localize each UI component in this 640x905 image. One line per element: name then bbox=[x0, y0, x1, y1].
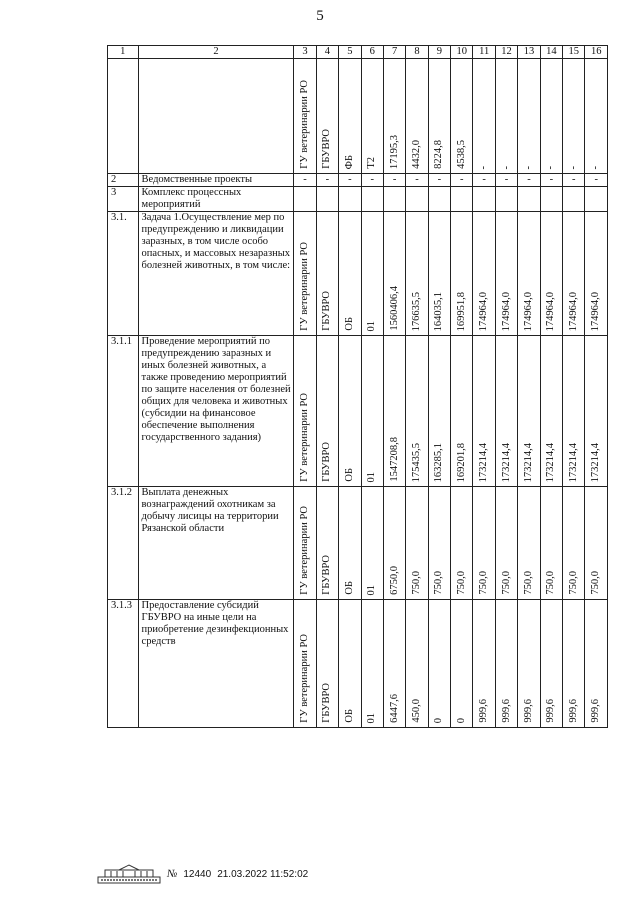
amount-value: - bbox=[522, 165, 534, 169]
dash-cell bbox=[361, 187, 383, 212]
amount-cell bbox=[451, 600, 473, 728]
row-title bbox=[138, 59, 294, 174]
table-row bbox=[108, 487, 608, 600]
responsible-agency: ГУ ветеринарии РО bbox=[299, 393, 311, 482]
amount-cell bbox=[428, 336, 450, 487]
amount-value: 174964,0 bbox=[500, 291, 512, 331]
responsible-agency-wrap bbox=[299, 80, 311, 169]
dash-cell: - bbox=[518, 174, 540, 187]
amount-value: 174964,0 bbox=[522, 291, 534, 331]
dash-cell bbox=[451, 187, 473, 212]
amount-cell bbox=[406, 600, 428, 728]
amount-value: 174964,0 bbox=[545, 291, 557, 331]
amount-cell bbox=[406, 59, 428, 174]
amount-value: 163285,1 bbox=[433, 442, 445, 482]
amount-cell bbox=[540, 59, 562, 174]
row-number: 2 bbox=[108, 174, 139, 187]
budget-code: 01 bbox=[366, 320, 378, 331]
dash-cell bbox=[383, 187, 405, 212]
amount-cell bbox=[563, 487, 585, 600]
amount-cell bbox=[540, 487, 562, 600]
amount-wrap bbox=[389, 135, 401, 169]
amount-value: 750,0 bbox=[567, 571, 579, 595]
amount-value: 4432,0 bbox=[410, 140, 422, 169]
amount-value: 750,0 bbox=[590, 571, 602, 595]
amount-cell bbox=[495, 487, 517, 600]
amount-wrap bbox=[523, 292, 535, 331]
amount-wrap bbox=[523, 699, 535, 723]
amount-value: 6447,6 bbox=[388, 694, 400, 723]
column-number: 11 bbox=[473, 46, 495, 59]
column-number: 5 bbox=[339, 46, 361, 59]
amount-wrap bbox=[433, 571, 445, 595]
amount-value: 999,6 bbox=[590, 699, 602, 723]
funding-source: ОБ bbox=[343, 317, 355, 331]
amount-wrap bbox=[478, 699, 490, 723]
responsible-agency-wrap bbox=[299, 634, 311, 723]
responsible-agency-wrap bbox=[299, 393, 311, 482]
amount-wrap bbox=[433, 292, 445, 331]
amount-cell bbox=[383, 336, 405, 487]
amount-cell bbox=[518, 336, 540, 487]
row-title: Выплата денежных вознаграждений охотникам за добычу лисицы на территории Рязанской области bbox=[138, 487, 294, 600]
amount-cell bbox=[406, 212, 428, 336]
amount-wrap bbox=[501, 443, 513, 482]
amount-value: 173214,4 bbox=[500, 442, 512, 482]
executor-cell bbox=[316, 59, 338, 174]
program-table bbox=[107, 45, 608, 728]
executor-wrap bbox=[321, 129, 333, 169]
amount-value: 750,0 bbox=[433, 571, 445, 595]
dash-cell: - bbox=[540, 174, 562, 187]
budget-code-cell bbox=[361, 59, 383, 174]
amount-wrap bbox=[568, 292, 580, 331]
dash-cell: - bbox=[495, 174, 517, 187]
amount-wrap bbox=[590, 292, 602, 331]
amount-value: 999,6 bbox=[567, 699, 579, 723]
funding-source-wrap bbox=[344, 155, 356, 169]
amount-wrap bbox=[501, 699, 513, 723]
amount-cell bbox=[451, 336, 473, 487]
budget-code: 01 bbox=[366, 471, 378, 482]
amount-wrap bbox=[545, 443, 557, 482]
column-number: 4 bbox=[316, 46, 338, 59]
amount-cell bbox=[451, 487, 473, 600]
table-row bbox=[108, 187, 608, 212]
amount-wrap bbox=[433, 718, 445, 723]
amount-wrap bbox=[501, 292, 513, 331]
amount-wrap bbox=[433, 443, 445, 482]
amount-wrap bbox=[590, 443, 602, 482]
funding-source: ФБ bbox=[343, 154, 355, 169]
responsible-agency: ГУ ветеринарии РО bbox=[299, 506, 311, 595]
column-number: 9 bbox=[428, 46, 450, 59]
row-title: Проведение мероприятий по предупреждению заразных и иных болезней животных, а также проведению мероприятий по защите населения от болезней общих для человека и животных (субсидии на финансовое обеспечение выполнения государственного задания) bbox=[138, 336, 294, 487]
amount-wrap bbox=[389, 566, 401, 595]
amount-cell bbox=[518, 487, 540, 600]
amount-value: 750,0 bbox=[478, 571, 490, 595]
dash-cell bbox=[585, 187, 608, 212]
amount-value: 750,0 bbox=[522, 571, 534, 595]
amount-value: 750,0 bbox=[410, 571, 422, 595]
amount-value: 173214,4 bbox=[590, 442, 602, 482]
amount-cell bbox=[518, 600, 540, 728]
funding-source: ОБ bbox=[343, 468, 355, 482]
executor-wrap bbox=[321, 683, 333, 723]
executor: ГБУВРО bbox=[321, 129, 333, 169]
executor-cell bbox=[316, 212, 338, 336]
amount-wrap bbox=[523, 571, 535, 595]
row-number: 3.1.1 bbox=[108, 336, 139, 487]
amount-value: 169201,8 bbox=[455, 442, 467, 482]
amount-wrap bbox=[389, 694, 401, 723]
budget-code: 01 bbox=[366, 712, 378, 723]
dash-cell: - bbox=[563, 174, 585, 187]
executor-cell bbox=[316, 336, 338, 487]
dash-cell bbox=[473, 187, 495, 212]
amount-value: 750,0 bbox=[455, 571, 467, 595]
amount-value: 174964,0 bbox=[567, 291, 579, 331]
amount-wrap bbox=[478, 292, 490, 331]
amount-wrap bbox=[478, 443, 490, 482]
amount-wrap bbox=[590, 571, 602, 595]
dash-cell bbox=[563, 187, 585, 212]
amount-value: 1547208,8 bbox=[388, 437, 400, 482]
amount-wrap bbox=[523, 443, 535, 482]
seal-logo bbox=[97, 863, 161, 885]
dash-cell bbox=[294, 187, 316, 212]
amount-wrap bbox=[501, 571, 513, 595]
amount-value: 6750,0 bbox=[388, 566, 400, 595]
row-title: Задача 1.Осуществление мер по предупреждению и ликвидации заразных, в том числе особо опасных, и массовых незаразных болезней животных, в том числе: bbox=[138, 212, 294, 336]
amount-cell bbox=[495, 600, 517, 728]
budget-code-wrap bbox=[366, 585, 378, 596]
amount-wrap bbox=[545, 571, 557, 595]
column-number: 15 bbox=[563, 46, 585, 59]
budget-code-cell bbox=[361, 487, 383, 600]
amount-value: 450,0 bbox=[410, 699, 422, 723]
column-number: 7 bbox=[383, 46, 405, 59]
responsible-agency-cell bbox=[294, 487, 316, 600]
amount-value: - bbox=[567, 165, 579, 169]
executor: ГБУВРО bbox=[321, 555, 333, 595]
table-row bbox=[108, 174, 608, 187]
dash-cell bbox=[428, 187, 450, 212]
amount-value: 999,6 bbox=[478, 699, 490, 723]
responsible-agency: ГУ ветеринарии РО bbox=[299, 242, 311, 331]
amount-wrap bbox=[545, 292, 557, 331]
funding-source-cell bbox=[339, 336, 361, 487]
dash-cell: - bbox=[451, 174, 473, 187]
amount-wrap bbox=[568, 443, 580, 482]
table-row bbox=[108, 212, 608, 336]
amount-cell bbox=[406, 487, 428, 600]
row-number: 3.1. bbox=[108, 212, 139, 336]
dash-cell: - bbox=[361, 174, 383, 187]
funding-source: ОБ bbox=[343, 581, 355, 595]
amount-wrap bbox=[523, 166, 535, 170]
amount-wrap bbox=[411, 292, 423, 331]
row-number bbox=[108, 59, 139, 174]
registration-datetime: 21.03.2022 11:52:02 bbox=[217, 868, 309, 880]
amount-cell bbox=[540, 336, 562, 487]
amount-cell bbox=[518, 212, 540, 336]
page-number: 5 bbox=[316, 8, 324, 24]
dash-cell bbox=[316, 187, 338, 212]
amount-cell bbox=[383, 59, 405, 174]
executor: ГБУВРО bbox=[321, 683, 333, 723]
registration-mark: № bbox=[167, 868, 178, 880]
amount-value: 1560406,4 bbox=[388, 286, 400, 331]
dash-cell: - bbox=[428, 174, 450, 187]
amount-wrap bbox=[411, 443, 423, 482]
dash-cell: - bbox=[473, 174, 495, 187]
dash-cell bbox=[495, 187, 517, 212]
column-number-row bbox=[108, 46, 608, 59]
amount-value: 173214,4 bbox=[545, 442, 557, 482]
column-number: 10 bbox=[451, 46, 473, 59]
executor: ГБУВРО bbox=[321, 291, 333, 331]
amount-value: 173214,4 bbox=[522, 442, 534, 482]
funding-source-wrap bbox=[344, 468, 356, 482]
amount-value: 750,0 bbox=[500, 571, 512, 595]
amount-value: 8224,8 bbox=[433, 140, 445, 169]
amount-cell bbox=[563, 59, 585, 174]
row-title: Ведомственные проекты bbox=[138, 174, 294, 187]
column-number: 3 bbox=[294, 46, 316, 59]
amount-value: - bbox=[590, 165, 602, 169]
amount-value: 173214,4 bbox=[567, 442, 579, 482]
amount-value: 176635,5 bbox=[410, 291, 422, 331]
executor-wrap bbox=[321, 555, 333, 595]
amount-cell bbox=[473, 59, 495, 174]
amount-wrap bbox=[590, 166, 602, 170]
budget-code-cell bbox=[361, 336, 383, 487]
amount-cell bbox=[451, 59, 473, 174]
amount-value: 173214,4 bbox=[478, 442, 490, 482]
amount-cell bbox=[473, 487, 495, 600]
dash-cell bbox=[339, 187, 361, 212]
funding-source-cell bbox=[339, 59, 361, 174]
amount-cell bbox=[406, 336, 428, 487]
amount-value: - bbox=[478, 165, 490, 169]
amount-value: 174964,0 bbox=[478, 291, 490, 331]
budget-code-wrap bbox=[366, 157, 378, 169]
executor-cell bbox=[316, 600, 338, 728]
amount-wrap bbox=[411, 140, 423, 169]
row-title: Комплекс процессных мероприятий bbox=[138, 187, 294, 212]
column-number: 6 bbox=[361, 46, 383, 59]
column-number: 13 bbox=[518, 46, 540, 59]
funding-source-wrap bbox=[344, 581, 356, 595]
amount-wrap bbox=[456, 571, 468, 595]
document-number: 12440 bbox=[183, 868, 212, 880]
dash-cell bbox=[540, 187, 562, 212]
budget-code: 01 bbox=[366, 584, 378, 595]
amount-cell bbox=[383, 600, 405, 728]
amount-wrap bbox=[478, 166, 490, 170]
dash-cell: - bbox=[383, 174, 405, 187]
amount-wrap bbox=[501, 166, 513, 170]
budget-code-cell bbox=[361, 600, 383, 728]
table-row bbox=[108, 336, 608, 487]
amount-cell bbox=[383, 212, 405, 336]
funding-source-cell bbox=[339, 212, 361, 336]
amount-value: 0 bbox=[455, 717, 467, 723]
amount-cell bbox=[563, 600, 585, 728]
amount-cell bbox=[563, 336, 585, 487]
amount-value: 169951,8 bbox=[455, 291, 467, 331]
responsible-agency-cell bbox=[294, 600, 316, 728]
amount-wrap bbox=[456, 292, 468, 331]
funding-source-cell bbox=[339, 600, 361, 728]
amount-wrap bbox=[456, 443, 468, 482]
column-number: 14 bbox=[540, 46, 562, 59]
amount-wrap bbox=[568, 699, 580, 723]
amount-wrap bbox=[456, 718, 468, 723]
amount-wrap bbox=[478, 571, 490, 595]
executor-cell bbox=[316, 487, 338, 600]
amount-value: 999,6 bbox=[500, 699, 512, 723]
amount-wrap bbox=[433, 140, 445, 169]
row-title: Предоставление субсидий ГБУВРО на иные цели на приобретение дезинфекционных средств bbox=[138, 600, 294, 728]
responsible-agency-cell bbox=[294, 336, 316, 487]
amount-wrap bbox=[389, 286, 401, 331]
amount-value: 17195,3 bbox=[388, 134, 400, 169]
dash-cell: - bbox=[585, 174, 608, 187]
registration-footer bbox=[97, 862, 308, 886]
amount-cell bbox=[428, 212, 450, 336]
table-row bbox=[108, 59, 608, 174]
dash-cell: - bbox=[406, 174, 428, 187]
column-number: 16 bbox=[585, 46, 608, 59]
amount-wrap bbox=[389, 437, 401, 482]
column-number: 8 bbox=[406, 46, 428, 59]
row-number: 3 bbox=[108, 187, 139, 212]
amount-cell bbox=[518, 59, 540, 174]
amount-cell bbox=[540, 212, 562, 336]
amount-cell bbox=[585, 487, 608, 600]
amount-wrap bbox=[545, 699, 557, 723]
amount-value: - bbox=[545, 165, 557, 169]
amount-value: 4538,5 bbox=[455, 140, 467, 169]
funding-source-wrap bbox=[344, 317, 356, 331]
amount-value: 164035,1 bbox=[433, 291, 445, 331]
funding-source-wrap bbox=[344, 709, 356, 723]
amount-cell bbox=[585, 59, 608, 174]
amount-cell bbox=[540, 600, 562, 728]
amount-value: - bbox=[500, 165, 512, 169]
executor: ГБУВРО bbox=[321, 442, 333, 482]
amount-wrap bbox=[456, 140, 468, 169]
responsible-agency: ГУ ветеринарии РО bbox=[299, 634, 311, 723]
amount-cell bbox=[563, 212, 585, 336]
budget-code: Т2 bbox=[366, 157, 378, 169]
responsible-agency-wrap bbox=[299, 242, 311, 331]
amount-cell bbox=[473, 212, 495, 336]
amount-wrap bbox=[545, 166, 557, 170]
dash-cell: - bbox=[316, 174, 338, 187]
responsible-agency-cell bbox=[294, 59, 316, 174]
dash-cell: - bbox=[294, 174, 316, 187]
budget-code-cell bbox=[361, 212, 383, 336]
budget-code-wrap bbox=[366, 472, 378, 483]
dash-cell bbox=[406, 187, 428, 212]
amount-cell bbox=[473, 336, 495, 487]
amount-wrap bbox=[568, 166, 580, 170]
amount-cell bbox=[585, 600, 608, 728]
amount-wrap bbox=[411, 699, 423, 723]
responsible-agency-wrap bbox=[299, 506, 311, 595]
amount-value: 174964,0 bbox=[590, 291, 602, 331]
amount-value: 175435,5 bbox=[410, 442, 422, 482]
responsible-agency-cell bbox=[294, 212, 316, 336]
amount-cell bbox=[473, 600, 495, 728]
amount-wrap bbox=[568, 571, 580, 595]
dash-cell bbox=[518, 187, 540, 212]
amount-wrap bbox=[590, 699, 602, 723]
amount-cell bbox=[495, 336, 517, 487]
amount-cell bbox=[428, 487, 450, 600]
dash-cell: - bbox=[339, 174, 361, 187]
budget-code-wrap bbox=[366, 321, 378, 332]
amount-value: 999,6 bbox=[545, 699, 557, 723]
amount-value: 999,6 bbox=[522, 699, 534, 723]
amount-cell bbox=[383, 487, 405, 600]
amount-cell bbox=[585, 336, 608, 487]
executor-wrap bbox=[321, 291, 333, 331]
amount-value: 0 bbox=[433, 717, 445, 723]
amount-cell bbox=[451, 212, 473, 336]
amount-value: 750,0 bbox=[545, 571, 557, 595]
amount-cell bbox=[495, 212, 517, 336]
row-number: 3.1.2 bbox=[108, 487, 139, 600]
table-row bbox=[108, 600, 608, 728]
amount-cell bbox=[428, 59, 450, 174]
column-number: 1 bbox=[108, 46, 139, 59]
row-number: 3.1.3 bbox=[108, 600, 139, 728]
responsible-agency: ГУ ветеринарии РО bbox=[299, 80, 311, 169]
amount-wrap bbox=[411, 571, 423, 595]
column-number: 12 bbox=[495, 46, 517, 59]
budget-code-wrap bbox=[366, 713, 378, 724]
funding-source-cell bbox=[339, 487, 361, 600]
column-number: 2 bbox=[138, 46, 294, 59]
amount-cell bbox=[495, 59, 517, 174]
funding-source: ОБ bbox=[343, 709, 355, 723]
amount-cell bbox=[428, 600, 450, 728]
amount-cell bbox=[585, 212, 608, 336]
executor-wrap bbox=[321, 442, 333, 482]
